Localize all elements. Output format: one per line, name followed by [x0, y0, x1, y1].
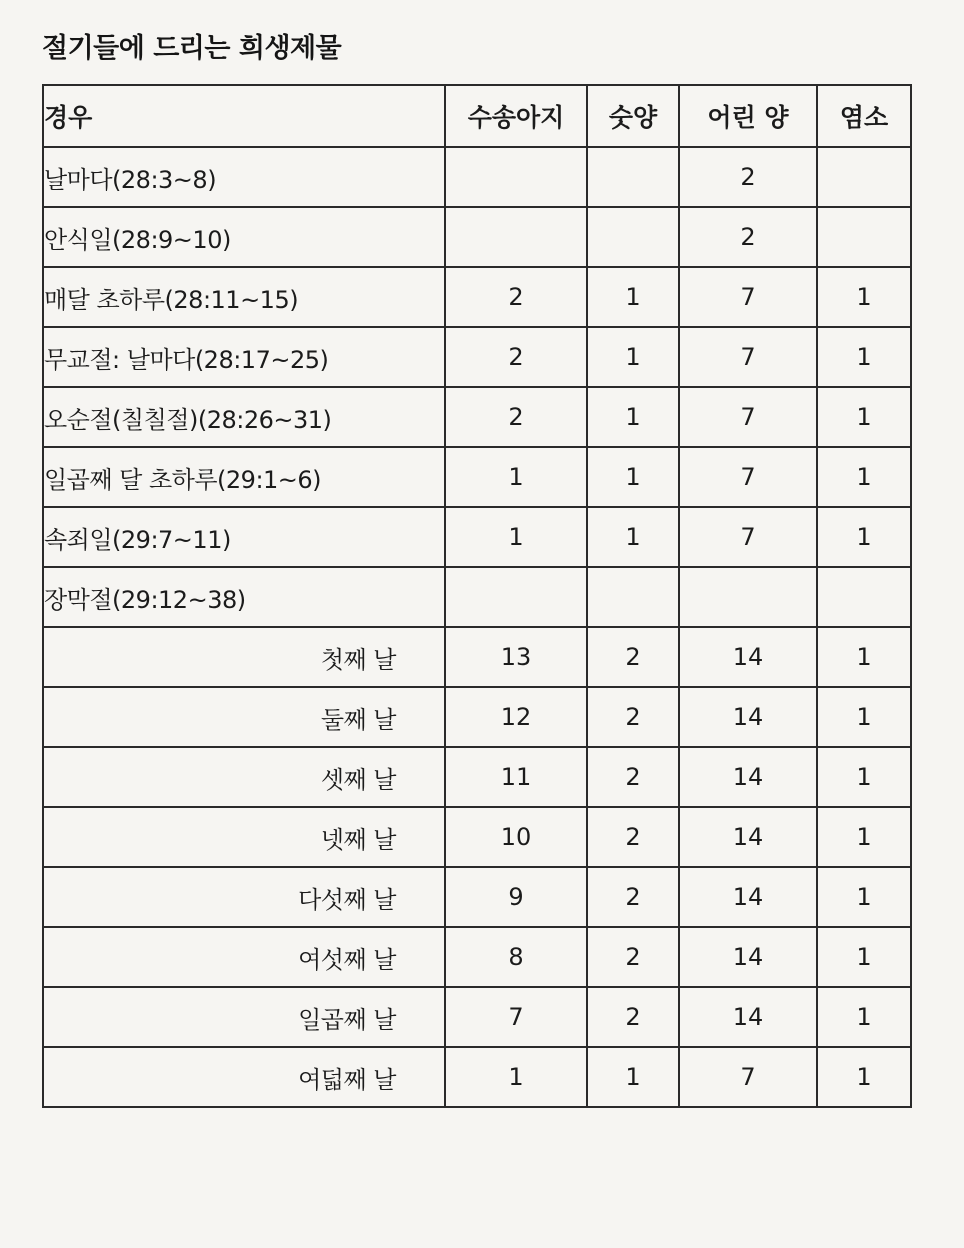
table-row — [43, 327, 911, 387]
bull-cell: 2 — [445, 267, 587, 327]
goat-cell: 1 — [817, 807, 911, 867]
table-row — [43, 447, 911, 507]
table-row — [43, 1047, 911, 1107]
bull-cell: 1 — [445, 1047, 587, 1107]
ram-cell — [587, 207, 679, 267]
table-row — [43, 927, 911, 987]
case-cell: 매달 초하루(28:11~15) — [43, 267, 445, 327]
lamb-cell: 7 — [679, 507, 817, 567]
case-cell: 날마다(28:3~8) — [43, 147, 445, 207]
bull-cell: 10 — [445, 807, 587, 867]
lamb-cell — [679, 567, 817, 627]
bull-cell: 13 — [445, 627, 587, 687]
ram-cell: 1 — [587, 1047, 679, 1107]
goat-cell: 1 — [817, 327, 911, 387]
ram-cell — [587, 147, 679, 207]
page-title: 절기들에 드리는 희생제물 — [42, 33, 342, 64]
lamb-cell: 7 — [679, 447, 817, 507]
ram-cell: 1 — [587, 327, 679, 387]
goat-cell: 1 — [817, 447, 911, 507]
offerings-table — [42, 84, 912, 1108]
table-row — [43, 147, 911, 207]
lamb-cell: 14 — [679, 927, 817, 987]
goat-cell — [817, 147, 911, 207]
case-cell: 무교절: 날마다(28:17~25) — [43, 327, 445, 387]
ram-cell: 1 — [587, 267, 679, 327]
table-row — [43, 747, 911, 807]
lamb-cell: 7 — [679, 1047, 817, 1107]
case-cell: 안식일(28:9~10) — [43, 207, 445, 267]
case-cell: 장막절(29:12~38) — [43, 567, 445, 627]
case-cell: 속죄일(29:7~11) — [43, 507, 445, 567]
bull-cell: 12 — [445, 687, 587, 747]
ram-cell: 2 — [587, 627, 679, 687]
bull-cell: 7 — [445, 987, 587, 1047]
ram-cell: 1 — [587, 507, 679, 567]
bull-cell: 8 — [445, 927, 587, 987]
ram-cell — [587, 567, 679, 627]
lamb-cell: 14 — [679, 987, 817, 1047]
goat-cell: 1 — [817, 867, 911, 927]
bull-cell: 2 — [445, 387, 587, 447]
goat-cell: 1 — [817, 927, 911, 987]
bull-cell — [445, 567, 587, 627]
table-row — [43, 567, 911, 627]
header-ram: 숫양 — [587, 85, 679, 147]
case-cell: 오순절(칠칠절)(28:26~31) — [43, 387, 445, 447]
ram-cell: 2 — [587, 867, 679, 927]
case-cell: 여섯째 날 — [43, 927, 445, 987]
ram-cell: 2 — [587, 987, 679, 1047]
goat-cell: 1 — [817, 747, 911, 807]
case-cell: 다섯째 날 — [43, 867, 445, 927]
goat-cell: 1 — [817, 687, 911, 747]
bull-cell: 11 — [445, 747, 587, 807]
lamb-cell: 14 — [679, 747, 817, 807]
table-row — [43, 867, 911, 927]
ram-cell: 2 — [587, 687, 679, 747]
lamb-cell: 14 — [679, 687, 817, 747]
goat-cell: 1 — [817, 387, 911, 447]
table-row — [43, 207, 911, 267]
header-lamb: 어린 양 — [679, 85, 817, 147]
table-row — [43, 987, 911, 1047]
bull-cell: 9 — [445, 867, 587, 927]
lamb-cell: 7 — [679, 327, 817, 387]
ram-cell: 2 — [587, 807, 679, 867]
ram-cell: 2 — [587, 927, 679, 987]
case-cell: 첫째 날 — [43, 627, 445, 687]
case-cell: 넷째 날 — [43, 807, 445, 867]
lamb-cell: 2 — [679, 207, 817, 267]
header-case: 경우 — [43, 85, 445, 147]
goat-cell — [817, 567, 911, 627]
table-row — [43, 807, 911, 867]
lamb-cell: 2 — [679, 147, 817, 207]
lamb-cell: 7 — [679, 267, 817, 327]
ram-cell: 1 — [587, 447, 679, 507]
case-cell: 일곱째 날 — [43, 987, 445, 1047]
ram-cell: 1 — [587, 387, 679, 447]
case-cell: 일곱째 달 초하루(29:1~6) — [43, 447, 445, 507]
header-goat: 염소 — [817, 85, 911, 147]
bull-cell — [445, 147, 587, 207]
goat-cell — [817, 207, 911, 267]
lamb-cell: 14 — [679, 807, 817, 867]
table-row — [43, 507, 911, 567]
table-row — [43, 627, 911, 687]
case-cell: 여덟째 날 — [43, 1047, 445, 1107]
lamb-cell: 14 — [679, 867, 817, 927]
goat-cell: 1 — [817, 627, 911, 687]
lamb-cell: 7 — [679, 387, 817, 447]
bull-cell — [445, 207, 587, 267]
case-cell: 셋째 날 — [43, 747, 445, 807]
bull-cell: 1 — [445, 507, 587, 567]
ram-cell: 2 — [587, 747, 679, 807]
bull-cell: 1 — [445, 447, 587, 507]
goat-cell: 1 — [817, 1047, 911, 1107]
table-row — [43, 387, 911, 447]
lamb-cell: 14 — [679, 627, 817, 687]
case-cell: 둘째 날 — [43, 687, 445, 747]
goat-cell: 1 — [817, 267, 911, 327]
header-bull: 수송아지 — [445, 85, 587, 147]
goat-cell: 1 — [817, 507, 911, 567]
header-row — [43, 85, 911, 147]
table-row — [43, 267, 911, 327]
table-row — [43, 687, 911, 747]
bull-cell: 2 — [445, 327, 587, 387]
goat-cell: 1 — [817, 987, 911, 1047]
